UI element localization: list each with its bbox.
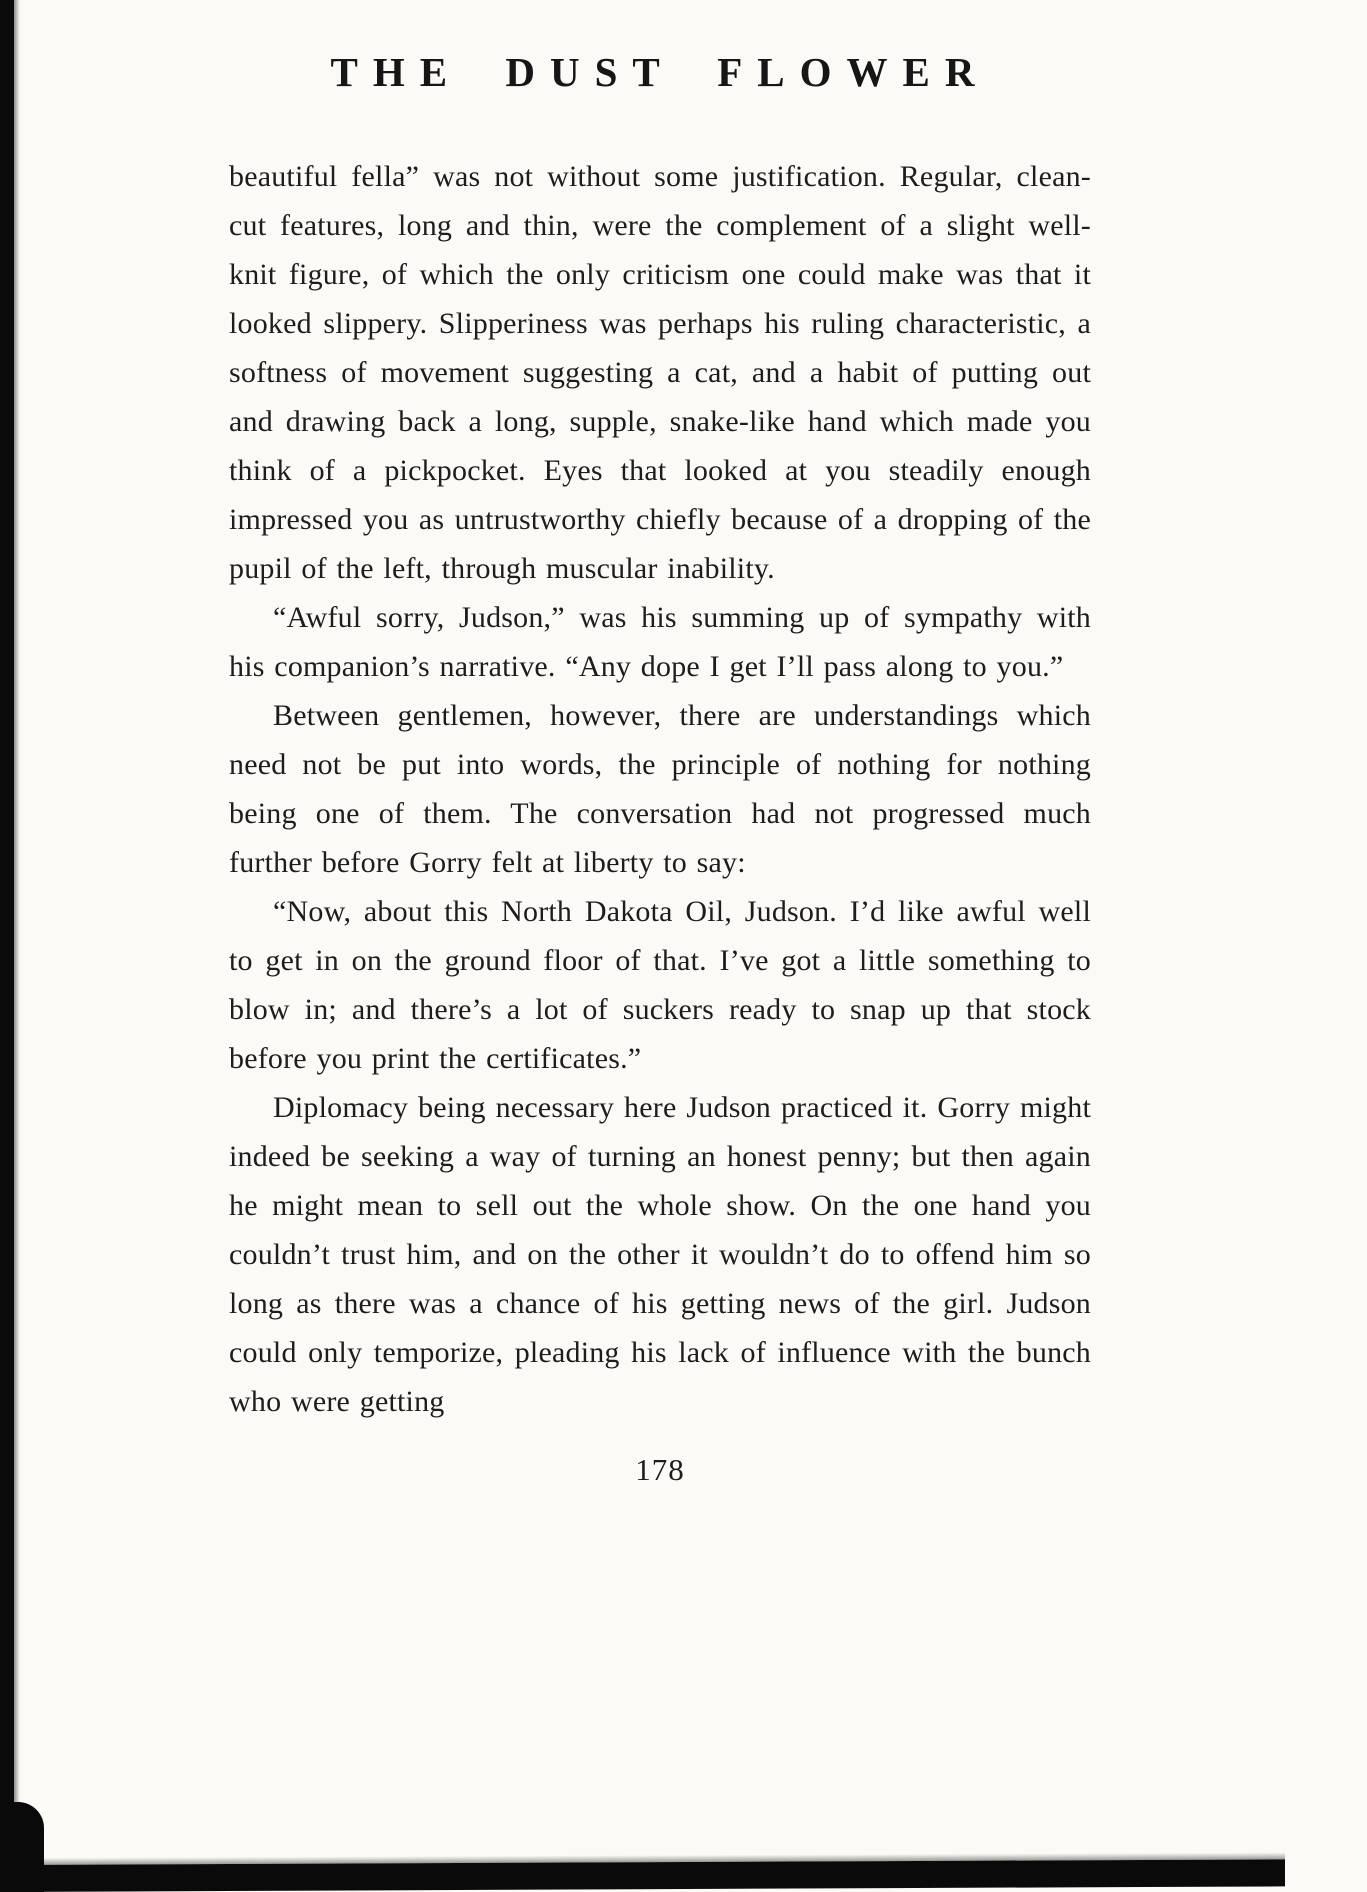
paragraph-continuation: beautiful fella” was not without some justification. Regular, clean-cut features, long and thin, were the complement of a slight well-knit figure, of which the only criticism one could make was that it looked slippery. Slipperiness was perhaps his ruling characteristic, a softness of movement suggesting a cat, and a habit of putting out and drawing back a long, supple, snake-like hand which made you think of a pickpocket. Eyes that looked at you steadily enough impressed you as untrustworthy chiefly because of a dropping of the pupil of the left, through muscular inability. xyxy=(229,160,1091,585)
body-text xyxy=(229,152,1091,1426)
scan-edge-left xyxy=(0,0,14,1892)
page-content xyxy=(229,48,1091,1488)
scan-edge-bottom xyxy=(0,1859,1285,1892)
paragraph-diplomacy: Diplomacy being necessary here Judson practiced it. Gorry might indeed be seeking a way of turning an honest penny; but then again he might mean to sell out the whole show. On the one hand you couldn’t trust him, and on the other it wouldn’t do to offend him so long as there was a chance of his getting news of the girl. Judson could only temporize, pleading his lack of influence with the bunch who were getting xyxy=(229,1091,1091,1418)
paragraph-dialogue-north-dakota-oil: “Now, about this North Dakota Oil, Judson. I’d like awful well to get in on the ground floor of that. I’ve got a little something to blow in; and there’s a lot of suckers ready to snap up that stock before you print the certificates.” xyxy=(229,895,1091,1075)
page-number: 178 xyxy=(635,1452,685,1487)
page-title: THE DUST FLOWER xyxy=(330,49,990,95)
paragraph-dialogue-awful-sorry: “Awful sorry, Judson,” was his summing up of sympathy with his companion’s narrative. “Any dope I get I’ll pass along to you.” xyxy=(229,601,1091,683)
paragraph-between-gentlemen: Between gentlemen, however, there are understandings which need not be put into words, the principle of nothing for nothing being one of them. The conversation had not progressed much further before Gorry felt at liberty to say: xyxy=(229,699,1091,879)
